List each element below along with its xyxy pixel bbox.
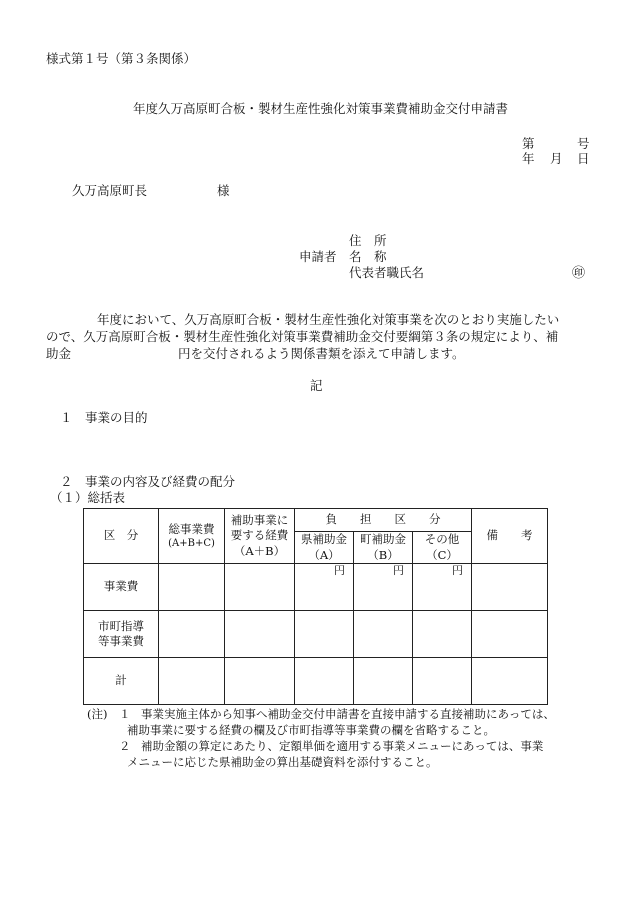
addressee-honorific: 様 (217, 183, 230, 198)
header-pref-subsidy: 県補助金 （A） (295, 532, 354, 564)
cell-empty (354, 611, 413, 658)
notes-label: (注) (87, 707, 108, 721)
header-other: その他 （C） (413, 532, 472, 564)
body-line-3b: 円を交付されるよう関係書類を添えて申請します。 (178, 346, 465, 361)
row-label-project: 事業費 (84, 564, 159, 611)
note-2-line-2: メニューに応じた県補助金の算出基礎資料を添付すること。 (127, 755, 438, 769)
header-kubun: 区 分 (84, 509, 159, 564)
row-label-total: 計 (84, 658, 159, 705)
header-town-subsidy: 町補助金 （B） (354, 532, 413, 564)
cell-empty (225, 658, 295, 705)
table-row (84, 564, 548, 611)
note-2-number: ２ (119, 739, 131, 753)
cell-empty (413, 611, 472, 658)
cell-empty (295, 658, 354, 705)
table-row (84, 611, 548, 658)
body-line-1: 年度において、久万高原町合板・製材生産性強化対策事業を次のとおり実施したい (97, 312, 560, 327)
cell-empty (472, 564, 548, 611)
cell-empty (159, 611, 225, 658)
section-content: ２ 事業の内容及び経費の配分 (60, 474, 236, 489)
header-total-cost: 総事業費 (A+B+C) (159, 509, 225, 564)
date-month: 月 (550, 151, 563, 166)
section-purpose: １ 事業の目的 (60, 410, 148, 425)
addressee-name: 久万高原町長 (72, 183, 148, 198)
cell-pref-yen: 円 (295, 564, 354, 611)
note-1-line-1: 事業実施主体から知事へ補助金交付申請書を直接申請する直接補助にあっては、 (141, 707, 555, 721)
cell-town-yen: 円 (354, 564, 413, 611)
note-1-line-2: 補助事業に要する経費の欄及び市町指導等事業費の欄を省略すること。 (127, 723, 495, 737)
applicant-name-label: 名 称 (349, 249, 387, 264)
cell-empty (472, 658, 548, 705)
cell-empty (472, 611, 548, 658)
doc-number-prefix: 第 (522, 136, 535, 151)
applicant-label: 申請者 (299, 249, 337, 264)
header-subsidy-cost: 補助事業に 要する経費 （A＋B） (225, 509, 295, 564)
header-burden: 負 担 区 分 (295, 509, 472, 532)
body-line-3a: 助金 (46, 346, 72, 361)
form-number: 様式第１号（第３条関係） (46, 51, 197, 66)
cell-empty (225, 611, 295, 658)
note-1-number: １ (119, 707, 131, 721)
seal-icon: ㊞ (572, 266, 586, 281)
applicant-representative-label: 代表者職氏名 (349, 265, 425, 280)
table-row (84, 658, 548, 705)
cell-empty (159, 564, 225, 611)
note-2-line-1: 補助金額の算定にあたり、定額単価を適用する事業メニューにあっては、事業 (141, 739, 544, 753)
ki-heading: 記 (310, 378, 323, 393)
cell-empty (413, 658, 472, 705)
applicant-address-label: 住 所 (349, 233, 387, 248)
body-line-2: ので、久万高原町合板・製材生産性強化対策事業費補助金交付要綱第３条の規定により、補 (46, 329, 559, 344)
section-summary-table: （１）総括表 (50, 490, 126, 505)
cell-empty (295, 611, 354, 658)
doc-number-suffix: 号 (577, 136, 590, 151)
cell-empty (159, 658, 225, 705)
cell-empty (225, 564, 295, 611)
document-title: 年度久万高原町合板・製材生産性強化対策事業費補助金交付申請書 (133, 101, 509, 116)
header-remarks: 備 考 (472, 509, 548, 564)
summary-table (83, 508, 548, 705)
cell-other-yen: 円 (413, 564, 472, 611)
date-year: 年 (522, 151, 535, 166)
cell-empty (354, 658, 413, 705)
row-label-guidance: 市町指導 等事業費 (84, 611, 159, 658)
date-day: 日 (577, 151, 590, 166)
